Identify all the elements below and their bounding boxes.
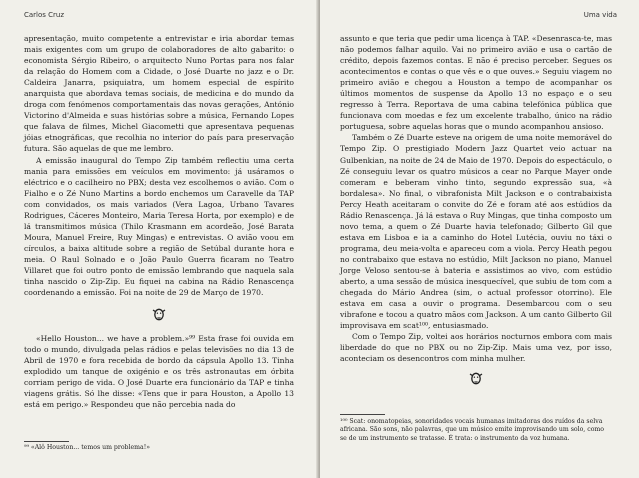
left-footnote: ⁹⁹ «Alô Houston... temos um problema!» [24, 444, 150, 451]
sheep-head-icon [24, 306, 294, 325]
sheep-head-icon-right [340, 370, 612, 389]
left-paragraph-2: A emissão inaugural do Tempo Zip também reflectiu uma certa mania para emissões em veículos em movimento: já usáramos o eléctrico e o cacilheiro no PBX; desta vez escolhemos o avião. Com o Fialho e o Zé Nuno Martins a bordo enchemos um Caravelle da TAP com convidados, os mais variados (Vera Lagoa, Urbano Tavares Rodrigues, Cáceres Monteiro, Maria Teresa Horta, por exemplo) e de lá transmitimos música (Thilo Krasmann em acordeão, José Barata Moura, Manuel Freire, Ruy Mingas) e entrevistas. O avião voou em círculos, a baixa altitude sobre a região de Setúbal durante hora e meia. O Raul Solnado e o João Paulo Guerra ficaram no Teatro Villaret que foi outro ponto de emissão lembrando que naquela sala tinha nascido o Zip-Zip. Eu fiquei na cabina na Rádio Renascença coordenando a emissão. Foi na noite de 29 de Março de 1970. [24, 155, 294, 298]
right-body-text [340, 33, 612, 397]
right-page [320, 0, 639, 478]
right-footnote-rule [340, 414, 385, 415]
right-paragraph-3: Com o Tempo Zip, voltei aos horários nocturnos embora com mais liberdade do que no PBX ou no Zip-Zip. Mais uma vez, por isso, aconteciam os desencontros com minha mulher. [340, 332, 612, 364]
right-footnote: ¹⁰⁰ Scat: onomatopeias, sonoridades vocais humanas imitadoras dos ruídos da selva africana. São sons, não palavras, que um músico emite improvisando um solo, como se de um instrumento se tratasse. É trata: o instrumento da voz humana. [340, 418, 605, 442]
left-page [0, 0, 319, 478]
running-header-author: Carlos Cruz [24, 11, 65, 19]
left-paragraph-1: apresentação, muito competente a entrevistar e iria abordar temas mais exigentes com um grupo de colaboradores de alto gabarito: o economista Sérgio Ribeiro, o arquitecto Nuno Portas para nos falar da relação do Homem com a Cidade, o José Duarte no jazz e o Dr. Caldeira Janarra, psiquiatra, um homem especial de espírito anarquista que abordava temas sociais, de medicina e do mundo da droga com fenómenos comportamentais das novas gerações, António Victorino d'Almeida e suas histórias sobre a música, Fernando Lopes que falava de filmes, Michel Giacometti que apresentava pequenas jóias etnográficas, que recolhia no interior do país para preservação futura. São aquelas de que me lembro. [24, 34, 294, 154]
running-header-title: Uma vida [583, 11, 617, 19]
right-paragraph-2: Também o Zé Duarte esteve na origem de uma noite memorável do Tempo Zip. O prestigiado Modern Jazz Quartet veio actuar na Gulbenkian, na noite de 24 de Maio de 1970. Depois do espectáculo, o Zé conseguiu levar os quatro músicos a cear no Parque Mayer onde comeram e beberam vinho tinto, segundo expressão sua, «à bordalesa». No final, o vibrafonista Milt Jackson e o contrabaixista Percy Heath aceitaram o convite do Zé e foram até aos estúdios da Rádio Renascença. Já lá estava o Ruy Mingas, que tinha composto um novo tema, a quem o Zé Duarte havia telefonado; Gilberto Gil que estava em Lisboa e ia a caminho do Hotel Lutécia, ouviu no táxi o programa, deu meia-volta e apareceu com a viola. Percy Heath pegou no contrabaixo que estava no estúdio, Milt Jackson no piano, Manuel Jorge Veloso sentou-se à bateria e assistimos ao vivo, com estúdio aberto, a uma sessão de música inesquecível, que subiu de tom com a chegada do Mário Andrea (sim, o actual professor otorrino). Ele estava em casa a ouvir o programa. Desembarcou com o seu vibrafone e tocou a quatro mãos com Jackson. A um canto Gilberto Gil improvisava em scat¹⁰⁰, entusiasmado. [340, 133, 612, 331]
left-body-text [24, 33, 294, 411]
left-footnote-rule [24, 441, 69, 442]
left-paragraph-3: «Hello Houston... we have a problem.»⁹⁹ Esta frase foi ouvida em todo o mundo, divulgada pelas rádios e pelas televisões no dia 13 de Abril de 1970 e fora recebida de bordo da cápsula Apollo 13. Tinha explodido um tanque de oxigénio e os três astronautas em órbita corriam perigo de vida. O José Duarte era funcionário da TAP e tinha viagens grátis. Só lhe disse: «Tens que ir para Houston, a Apollo 13 está em perigo.» Respondeu que não percebia nada do [24, 334, 294, 410]
right-paragraph-1: assunto e que teria que pedir uma licença à TAP. «Desenrasca-te, mas não podemos falhar aquilo. Vai no primeiro avião e usa o cartão de crédito, depois fazemos contas. E não é preciso perceber. Segues os acontecimentos e contas o que vês e o que ouves.» Seguiu viagem no primeiro avião e chegou a Houston a tempo de acompanhar os últimos momentos de suspense da Apollo 13 no espaço e o seu regresso à Terra. Reportava de uma cabina telefónica pública que funcionava com moedas e fez um excelente trabalho, único na rádio portuguesa, sobre aquelas horas que o mundo acompanhou ansioso. [340, 34, 612, 132]
